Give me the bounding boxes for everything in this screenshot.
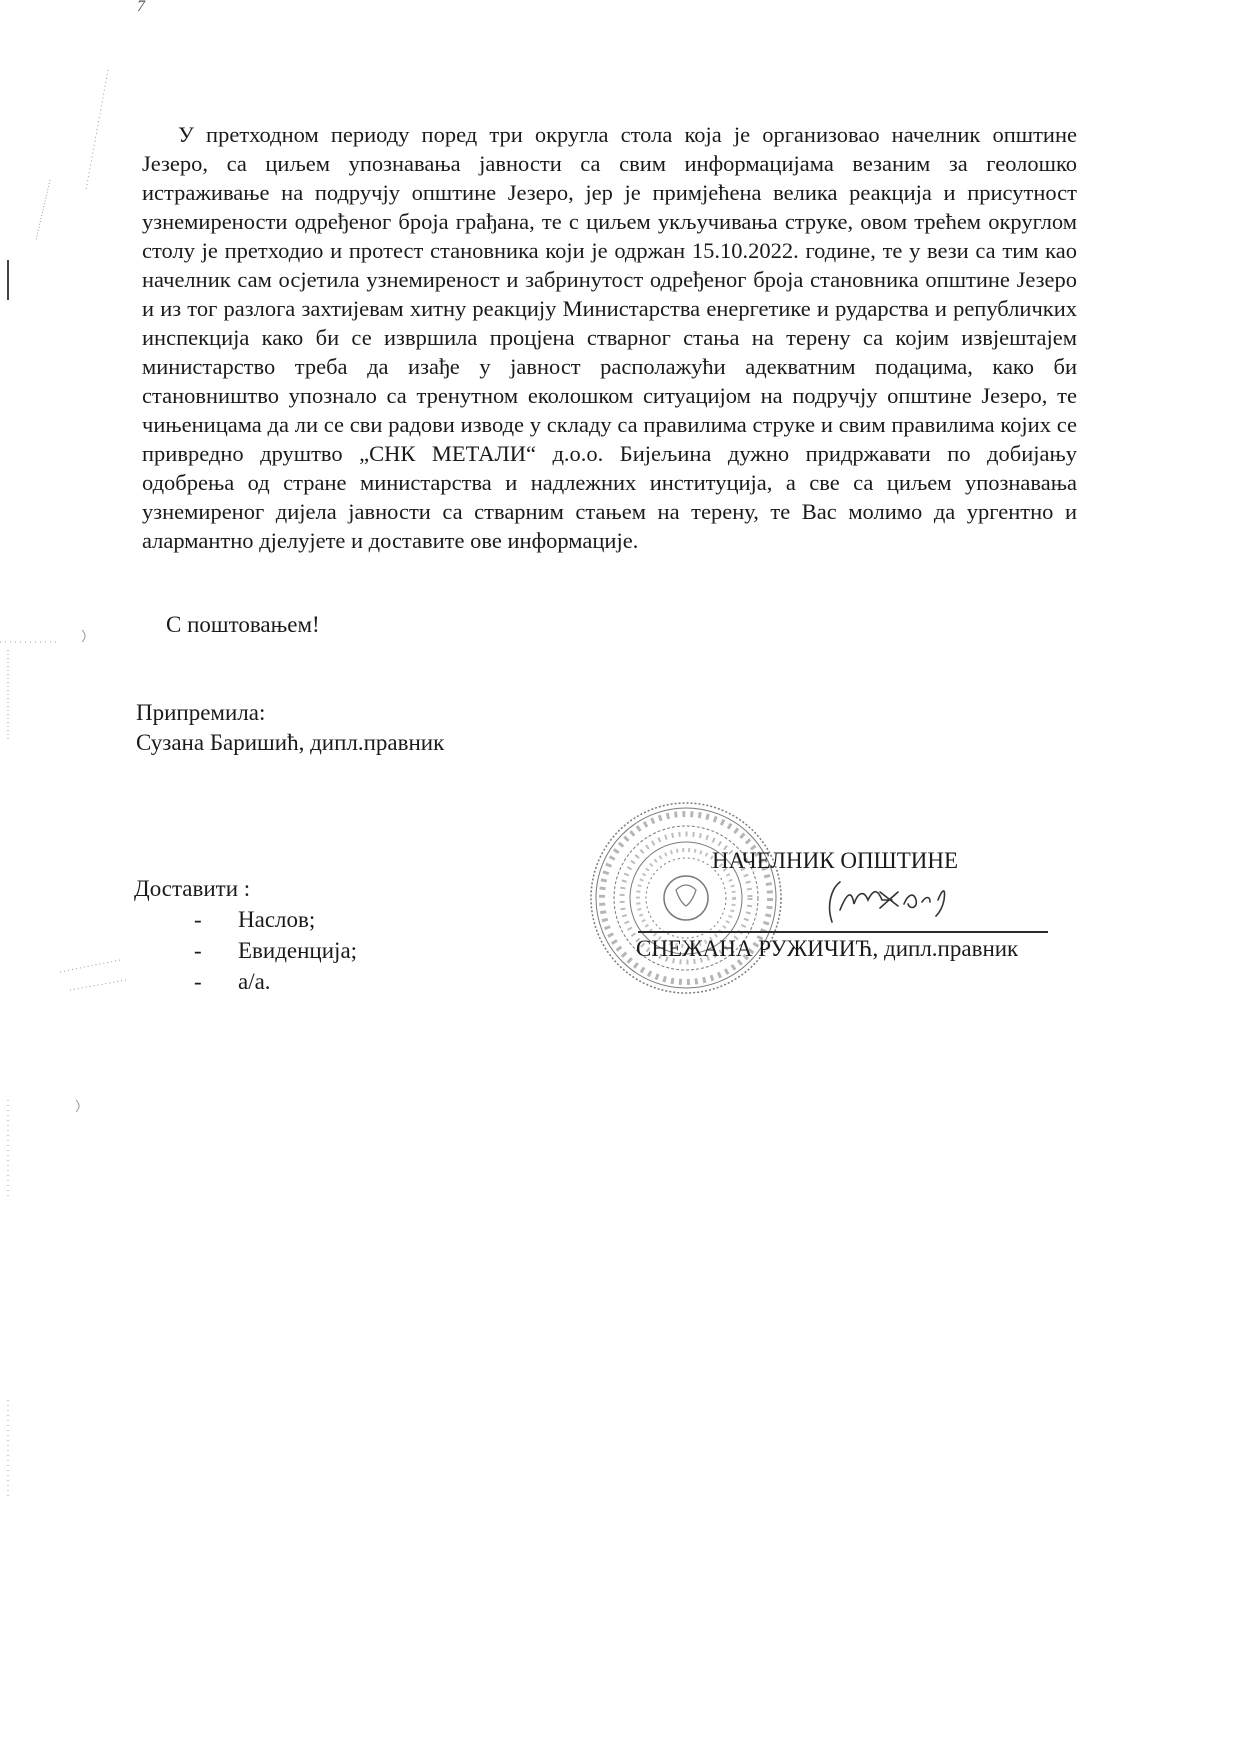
signature-line: [638, 931, 1048, 933]
prepared-by-name: Сузана Баришић, дипл.правник: [136, 730, 445, 755]
body-paragraph: У претходном периоду поред три округла стола која је организовао начелник општине Језеро, са циљем упознавања јавности са свим информацијама везаним за геолошко истраживање на подручју општине Језеро, јер је примјећена велика реакција и присутност узнемирености одређеног броја грађана, те с циљем укључивања струке, овом трећем округлом столу је претходио и протест становника који је одржан 15.10.2022. године, те у вези са тим као начелник сам осјетила узнемиреност и забринутост одређеног броја становника општине Језеро и из тог разлога захтијевам хитну реакцију Министарства енергетике и рударства и републичких инспекција како би се извршила процјена стварног стања на терену са којим извјештајем министарство треба да изађе у јавност располажући адекватним подацима, како би становништво упознало са тренутном еколошком ситуацијом на подручју општине Језеро, те чињеницама да ли се сви радови изводе у складу са правилима струке и свим правилима којих се привредно друштво „СНК МЕТАЛИ“ д.о.о. Бијељина дужно придржавати по добијању одобрења од стране министарства и надлежних институција, а све са циљем упознавања узнемиреног дијела јавности са стварним стањем на терену, те Вас молимо да ургентно и алармантно дјелујете и доставите ове информације.: [142, 122, 1077, 553]
list-item: [194, 935, 357, 966]
letter-body: [142, 120, 1077, 555]
list-item: [194, 904, 357, 935]
dash-bullet-icon: -: [194, 938, 202, 963]
mayor-title: НАЧЕЛНИК ОПШТИНЕ: [712, 848, 959, 873]
deliver-to-item: Евиденција;: [238, 938, 358, 963]
deliver-to-item: а/а.: [238, 969, 271, 994]
deliver-to-block: [134, 873, 357, 997]
official-seal-icon: [588, 800, 784, 996]
prepared-by-block: [136, 698, 444, 758]
deliver-to-item: Наслов;: [238, 907, 316, 932]
dash-bullet-icon: -: [194, 907, 202, 932]
deliver-to-label: Доставити :: [134, 876, 251, 901]
list-item: [194, 966, 357, 997]
handwritten-signature-icon: [818, 870, 978, 930]
closing-salutation: С поштовањем!: [166, 612, 320, 637]
mayor-name: СНЕЖАНА РУЖИЧИЋ, дипл.правник: [636, 936, 1019, 961]
scan-margin-marks-icon: [0, 0, 140, 1755]
signature-block: [588, 800, 1088, 1000]
deliver-to-list: [134, 904, 357, 997]
dash-bullet-icon: -: [194, 969, 202, 994]
page-number: 7: [137, 0, 145, 15]
prepared-by-label: Припремила:: [136, 700, 266, 725]
